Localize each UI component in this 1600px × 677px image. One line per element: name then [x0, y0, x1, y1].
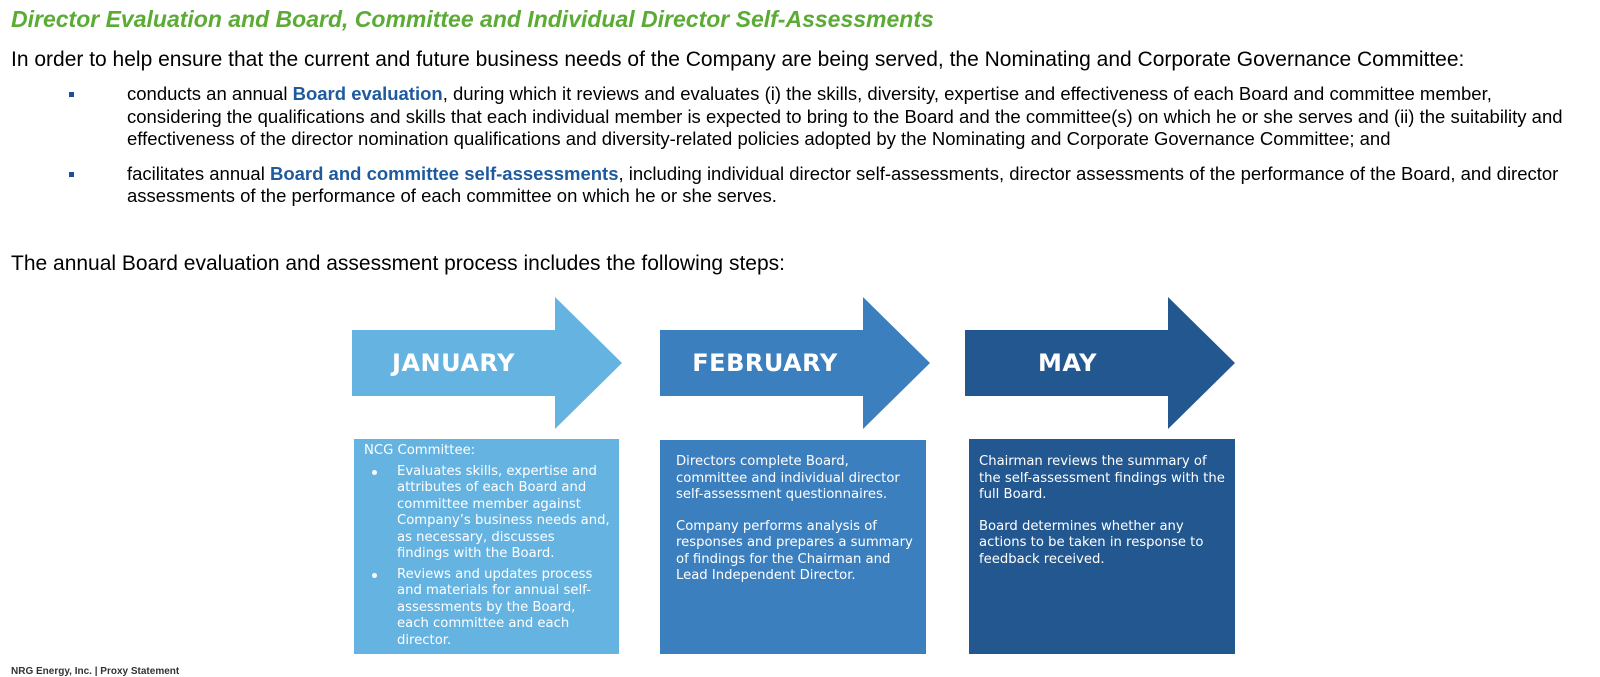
bullet-text-after: , including individual director self-assessments, director assessments of the performance of the Board, and director assessments of the performance of each committee on which he or she serves. — [127, 162, 1559, 206]
bullet-text-before: facilitates annual — [127, 162, 270, 184]
responsibilities-list — [0, 83, 1600, 208]
step-arrow-january — [352, 297, 622, 429]
steps-intro: The annual Board evaluation and assessment process includes the following steps: — [11, 252, 785, 275]
step-paragraph: Board determines whether any actions to be taken in response to feedback received. — [979, 518, 1204, 567]
step-paragraph: Company performs analysis of responses and prepares a summary of findings for the Chairman and Lead Independent Director. — [676, 518, 913, 583]
section-title: Director Evaluation and Board, Committee and Individual Director Self-Assessments — [11, 6, 934, 32]
list-item-board-evaluation — [0, 83, 1600, 151]
self-assessments-keyword: Board and committee self-assessments — [269, 162, 619, 184]
step-box-february — [660, 440, 926, 654]
square-bullet-icon — [69, 172, 74, 177]
step-item: Evaluates skills, expertise and attributes of each Board and committee member against Company’s business needs and, as necessary, discusses findings with the Board. — [364, 464, 611, 563]
board-evaluation-keyword: Board evaluation — [292, 83, 443, 104]
step-arrow-february — [660, 297, 930, 429]
page-footer: NRG Energy, Inc. | Proxy Statement — [11, 666, 180, 677]
month-label-january: JANUARY — [392, 349, 515, 377]
step-heading: NCG Committee: — [364, 443, 476, 458]
step-paragraph: Directors complete Board, committee and individual director self-assessment questionnaires. — [676, 454, 900, 502]
bullet-text-before: conducts an annual — [127, 83, 293, 104]
intro-paragraph: In order to help ensure that the current and future business needs of the Company are being served, the Nominating and Corporate Governance Committee: — [11, 48, 1465, 71]
month-label-may: MAY — [1037, 349, 1098, 377]
step-box-may — [969, 439, 1235, 654]
step-item: Reviews and updates process and materials for annual self-assessments by the Board, each committee and each director. — [364, 567, 611, 650]
bullet-text-after: , during which it reviews and evaluates (i) the skills, diversity, expertise and effectiveness of each Board and committee member, considering the qualifications and skills that each individual member is expected to bring to the Board and the committee(s) on which he or she serves and (ii) the suitability and effectiveness of the director nomination qualifications and diversity-related policies adopted by the Nominating and Corporate Governance Committee; and — [127, 83, 1563, 149]
round-bullet-icon — [372, 470, 377, 475]
step-items — [364, 464, 611, 650]
round-bullet-icon — [372, 573, 377, 578]
square-bullet-icon — [69, 92, 74, 97]
step-box-january — [354, 439, 619, 654]
list-item-self-assessments — [0, 163, 1600, 208]
step-paragraph: Chairman reviews the summary of the self-assessment findings with the full Board. — [979, 454, 1225, 502]
step-arrow-may — [965, 297, 1235, 429]
month-label-february: FEBRUARY — [692, 349, 838, 377]
